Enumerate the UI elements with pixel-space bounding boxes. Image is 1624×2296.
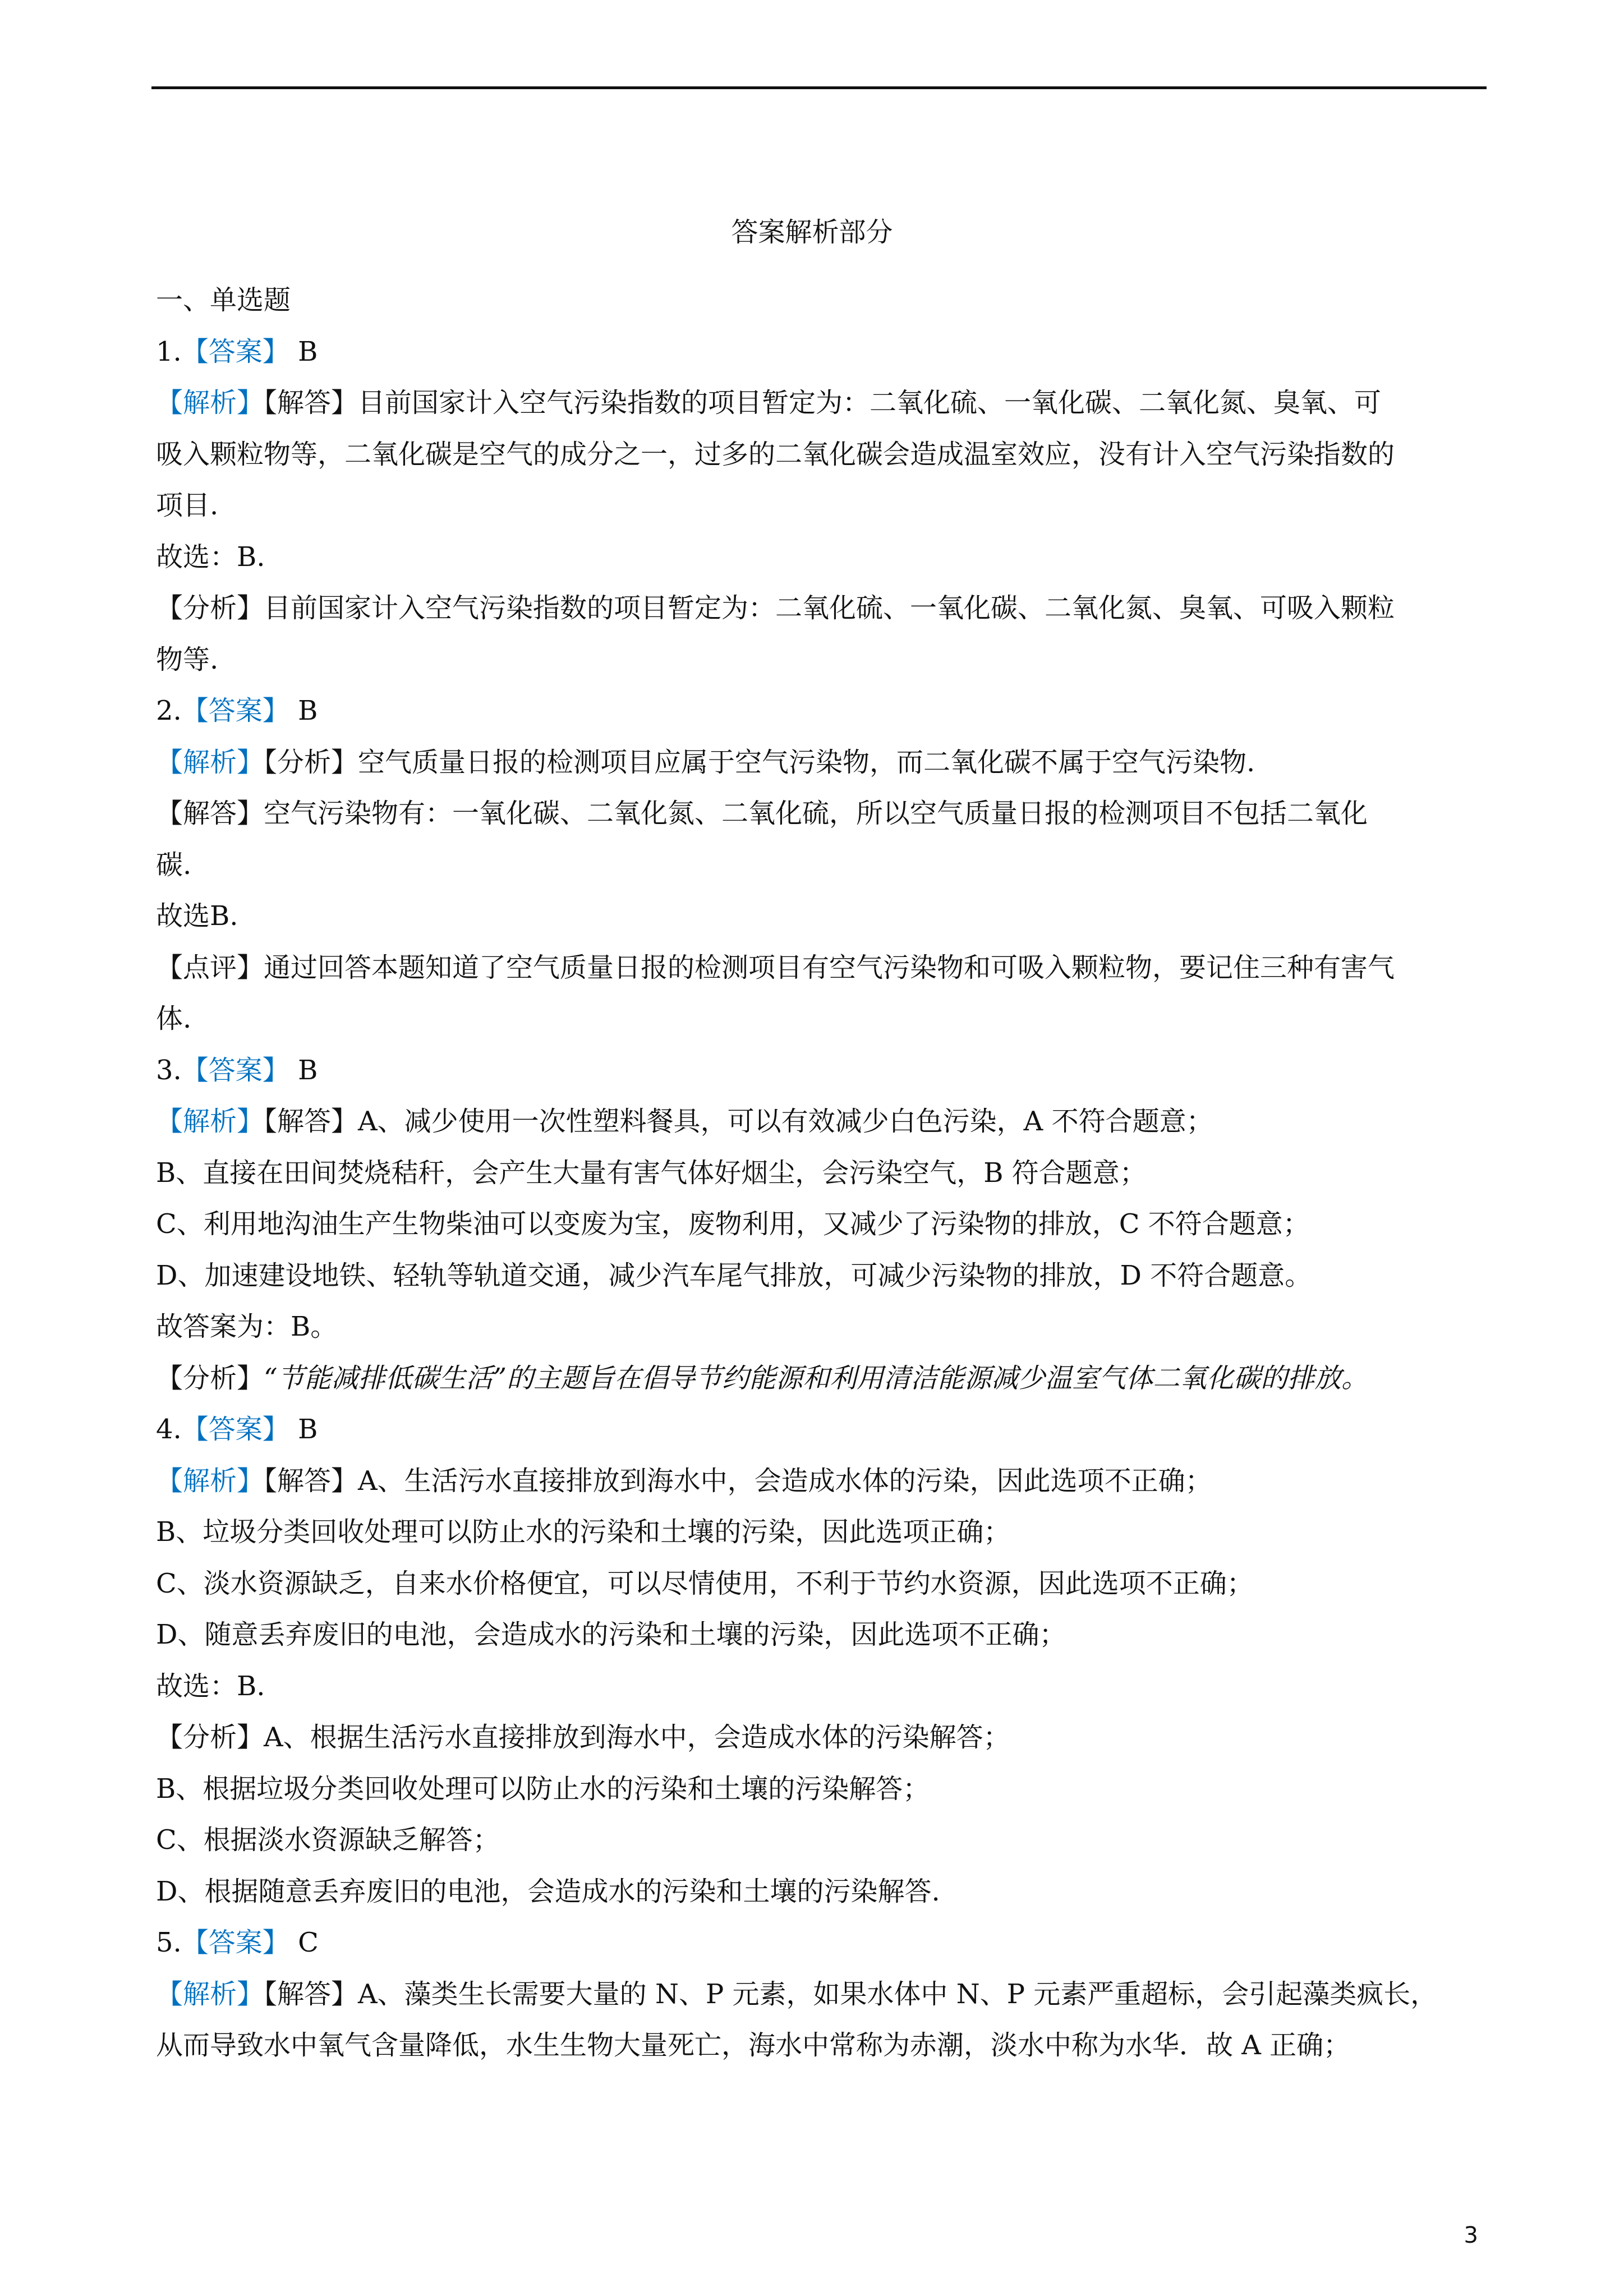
text-line — [156, 788, 1485, 840]
text-line — [156, 1917, 1485, 1969]
line-text: B、根据垃圾分类回收处理可以防止水的污染和土壤的污染解答； — [156, 1773, 930, 1805]
text-line — [156, 634, 1485, 686]
text-line — [156, 1969, 1485, 2021]
line-text: 体. — [156, 1003, 192, 1034]
text-line — [156, 429, 1485, 481]
line-text: 【分析】目前国家计入空气污染指数的项目暂定为：二氧化硫、一氧化碳、二氧化氮、臭氧、可吸入颗粒 — [156, 592, 1395, 624]
line-text: B — [289, 1054, 318, 1086]
text-line — [156, 1404, 1485, 1456]
line-text: D、随意丢弃废旧的电池，会造成水的污染和土壤的污染，因此选项不正确； — [156, 1619, 1066, 1650]
line-text: 故选B. — [156, 900, 238, 932]
text-line — [156, 2020, 1485, 2072]
line-text: “节能减排低碳生活”的主题旨在倡导节约能源和利用清洁能源减少温室气体二氧化碳的排放。 — [264, 1362, 1369, 1394]
line-text: 5. — [156, 1927, 182, 1958]
line-text: 【解答】A、生活污水直接排放到海水中，会造成水体的污染，因此选项不正确； — [264, 1465, 1212, 1497]
line-text: C — [289, 1927, 319, 1958]
text-line — [156, 840, 1485, 891]
line-text: 碳. — [156, 849, 192, 881]
answer-lines — [156, 326, 1485, 2072]
text-line — [156, 1712, 1485, 1764]
label-tag: 【解析】 — [156, 1465, 264, 1497]
line-text: B、直接在田间焚烧秸秆，会产生大量有害气体好烟尘，会污染空气，B 符合题意； — [156, 1157, 1147, 1189]
page-number: 3 — [1464, 2223, 1478, 2248]
text-line — [156, 1558, 1485, 1610]
line-text: 【解答】目前国家计入空气污染指数的项目暂定为：二氧化硫、一氧化碳、二氧化氮、臭氧、可 — [264, 387, 1382, 418]
label-tag: 【答案】 — [181, 1054, 289, 1086]
text-line — [156, 1661, 1485, 1713]
text-line — [156, 1148, 1485, 1199]
section-heading: 一、单选题 — [156, 284, 291, 316]
page-title: 答案解析部分 — [731, 217, 893, 248]
line-text: C、淡水资源缺乏，自来水价格便宜，可以尽情使用，不利于节约水资源，因此选项不正确； — [156, 1567, 1254, 1599]
line-text: 4. — [156, 1414, 182, 1445]
line-text: 故选：B. — [156, 541, 265, 573]
text-line — [156, 1353, 1485, 1405]
line-text: B — [289, 695, 318, 726]
text-line — [156, 1609, 1485, 1661]
text-line — [156, 1096, 1485, 1148]
line-text: 【分析】空气质量日报的检测项目应属于空气污染物，而二氧化碳不属于空气污染物. — [264, 746, 1255, 778]
line-text: 3. — [156, 1054, 182, 1086]
answer-content — [156, 275, 1485, 2072]
header-rule — [151, 86, 1487, 89]
label-tag: 【答案】 — [181, 695, 289, 726]
text-line — [156, 378, 1485, 429]
label-tag: 【解析】 — [156, 1978, 264, 2010]
line-text: 1. — [156, 335, 182, 367]
line-text: 【分析】A、根据生活污水直接排放到海水中，会造成水体的污染解答； — [156, 1722, 1010, 1753]
line-text: 【解答】A、藻类生长需要大量的 N、P 元素，如果水体中 N、P 元素严重超标，会引起藻类疯长， — [264, 1978, 1438, 2010]
text-line — [156, 1045, 1485, 1097]
line-text: 2. — [156, 695, 182, 726]
line-text: B — [289, 335, 318, 367]
text-line — [156, 1250, 1485, 1302]
text-line — [156, 993, 1485, 1045]
line-text: 故选：B. — [156, 1670, 265, 1702]
text-line — [156, 685, 1485, 737]
line-text: 【点评】通过回答本题知道了空气质量日报的检测项目有空气污染物和可吸入颗粒物，要记住三种有害气 — [156, 951, 1395, 983]
text-line — [156, 1815, 1485, 1866]
line-text: B、垃圾分类回收处理可以防止水的污染和土壤的污染，因此选项正确； — [156, 1516, 1011, 1548]
line-text: 吸入颗粒物等，二氧化碳是空气的成分之一，过多的二氧化碳会造成温室效应，没有计入空气污染指数的 — [156, 438, 1395, 470]
label-tag: 【解析】 — [156, 387, 264, 418]
text-line — [156, 1507, 1485, 1558]
line-text: 从而导致水中氧气含量降低，水生生物大量死亡，海水中常称为赤潮，淡水中称为水华．故 A 正确； — [156, 2030, 1351, 2061]
text-line — [156, 891, 1485, 942]
line-text: D、加速建设地铁、轻轨等轨道交通，减少汽车尾气排放，可减少污染物的排放，D 不符合题意。 — [156, 1259, 1312, 1291]
text-line — [156, 1866, 1485, 1918]
text-line — [156, 1199, 1485, 1250]
text-line — [156, 737, 1485, 789]
text-line — [156, 942, 1485, 994]
line-text: B — [289, 1414, 318, 1445]
line-text: 【解答】空气污染物有：一氧化碳、二氧化氮、二氧化硫，所以空气质量日报的检测项目不包括二氧化 — [156, 798, 1368, 829]
line-text: 物等. — [156, 643, 219, 675]
text-line — [156, 1456, 1485, 1507]
line-text: 【解答】A、减少使用一次性塑料餐具，可以有效减少白色污染，A 不符合题意； — [264, 1106, 1213, 1137]
line-text: 【分析】 — [156, 1362, 264, 1394]
text-line — [156, 1301, 1485, 1353]
label-tag: 【解析】 — [156, 746, 264, 778]
text-line — [156, 480, 1485, 532]
label-tag: 【答案】 — [181, 1414, 289, 1445]
label-tag: 【解析】 — [156, 1106, 264, 1137]
label-tag: 【答案】 — [181, 1927, 289, 1958]
line-text: C、利用地沟油生产生物柴油可以变废为宝，废物利用，又减少了污染物的排放，C 不符合题意； — [156, 1208, 1310, 1240]
text-line — [156, 1764, 1485, 1815]
text-line — [156, 583, 1485, 634]
label-tag: 【答案】 — [181, 335, 289, 367]
line-text: 故答案为：B。 — [156, 1311, 338, 1342]
line-text: D、根据随意丢弃废旧的电池，会造成水的污染和土壤的污染解答. — [156, 1875, 940, 1907]
text-line — [156, 532, 1485, 583]
line-text: C、根据淡水资源缺乏解答； — [156, 1824, 500, 1856]
text-line — [156, 326, 1485, 378]
line-text: 项目. — [156, 490, 219, 521]
